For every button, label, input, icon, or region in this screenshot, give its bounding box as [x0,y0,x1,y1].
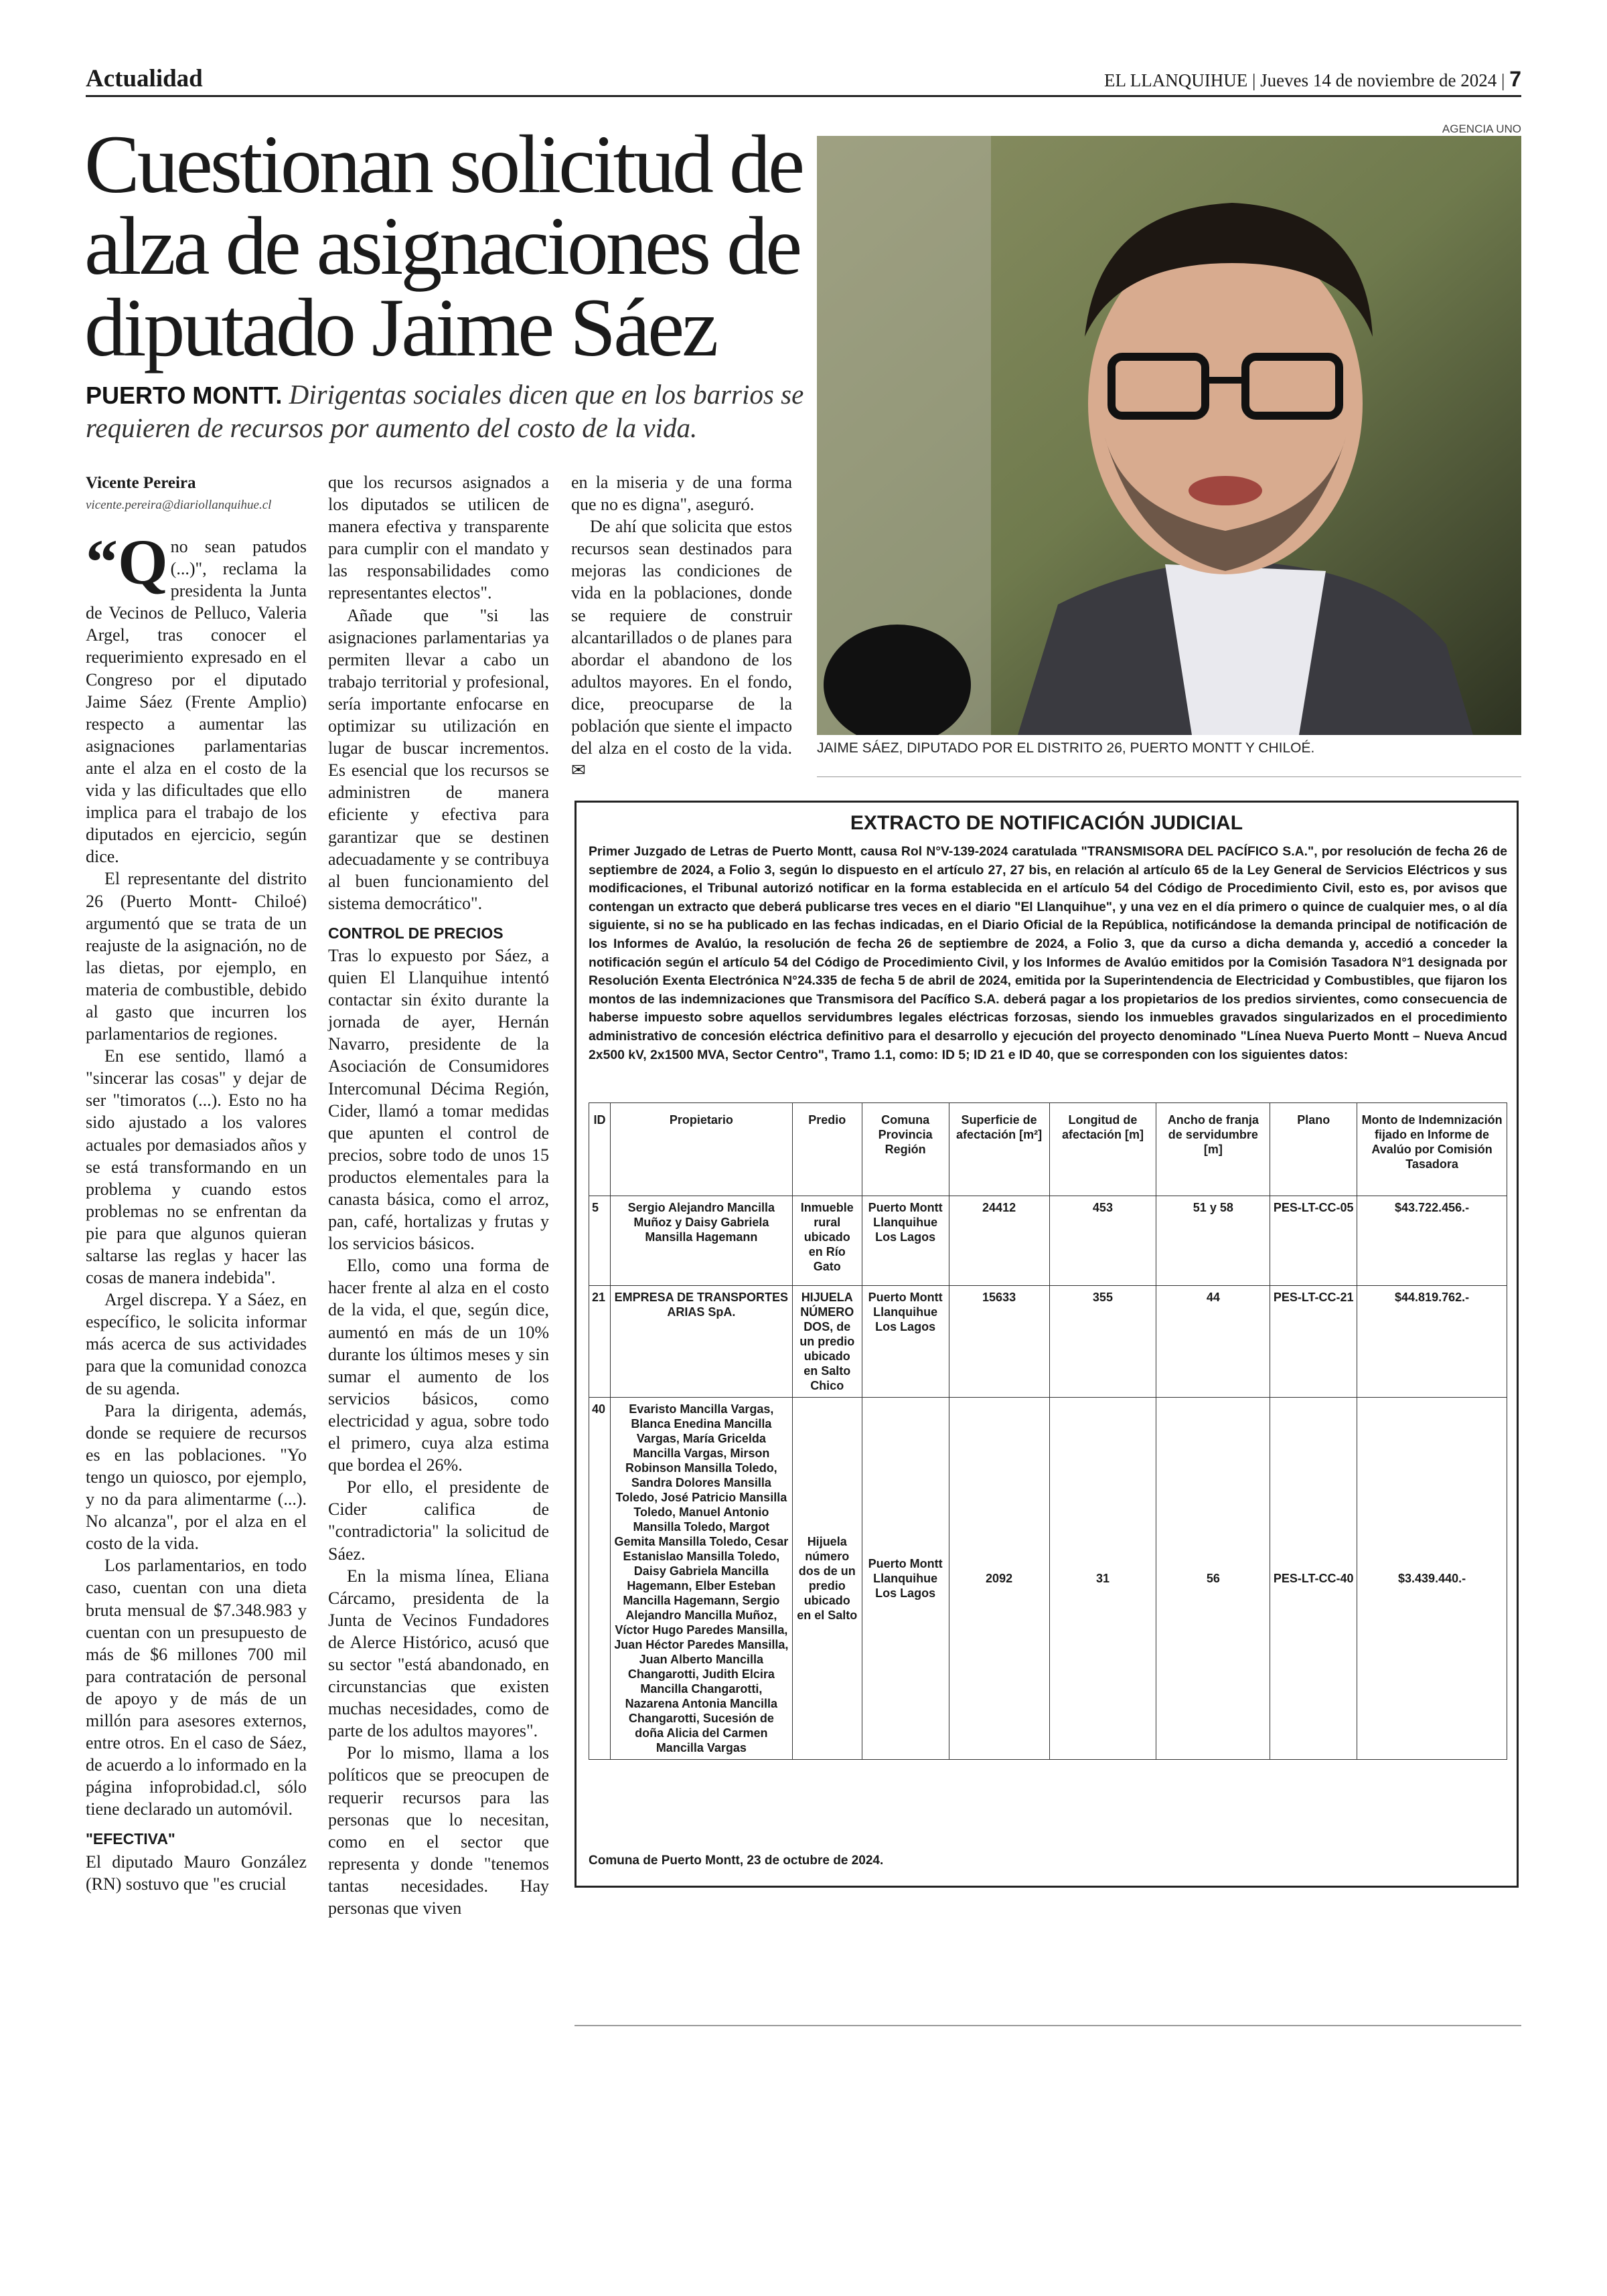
paragraph: Por ello, el presidente de Cider califica de "contradictoria" la solicitud de Sáez. [328,1477,549,1564]
author-email[interactable]: vicente.pereira@diariollanquihue.cl [86,498,272,512]
notice-footer: Comuna de Puerto Montt, 23 de octubre de 2024. [589,1854,884,1868]
notice-table [589,1102,1507,1760]
paragraph: Argel discrepa. Y a Sáez, en específico, le solicita informar más acerca de sus actividades para que la comunidad conozca de su agenda. [86,1290,307,1398]
cell-width: 44 [1156,1286,1270,1398]
caption-rule [817,776,1521,777]
bottom-rule [575,2025,1521,2026]
column-header: Comuna Provincia Región [862,1103,949,1196]
article-column-2 [328,471,549,1919]
notice-title: EXTRACTO DE NOTIFICACIÓN JUDICIAL [850,812,1243,834]
cell-property: HIJUELA NÚMERO DOS, de un predio ubicado en Salto Chico [792,1286,862,1398]
cell-area: 2092 [949,1398,1049,1760]
cell-amount: $3.439.440.- [1357,1398,1507,1760]
cell-amount: $43.722.456.- [1357,1196,1507,1286]
cell-id: 40 [589,1398,611,1760]
cell-owner: EMPRESA DE TRANSPORTES ARIAS SpA. [610,1286,792,1398]
paper-name: EL LLANQUIHUE [1104,70,1248,90]
cell-width: 51 y 58 [1156,1196,1270,1286]
section-label: Actualidad [86,65,203,92]
cell-plan: PES-LT-CC-21 [1270,1286,1357,1398]
paragraph: Ello, como una forma de hacer frente al alza en el costo de la vida, el que, según dice, aumentó en más de un 10% durante los últimos meses y sin sumar el aumento de los servicios básicos, como electricidad y agua, sobre todo el primero, cuya alza estima que bordea el 26%. [328,1256,549,1475]
cell-commune: Puerto Montt Llanquihue Los Lagos [862,1398,949,1760]
issue-date: Jueves 14 de noviembre de 2024 [1260,70,1497,90]
page-number: 7 [1509,67,1521,91]
table-row [589,1286,1507,1398]
deck-text: Dirigentas sociales dicen que en los barrios se requieren de recursos por aumento del costo de la vida. [86,379,804,443]
column-header: Longitud de afectación [m] [1049,1103,1156,1196]
deck [86,378,816,444]
cell-area: 24412 [949,1196,1049,1286]
column-header: Predio [792,1103,862,1196]
article-column-1 [86,526,307,1895]
legal-notice-box [575,801,1519,1888]
portrait-photo [817,136,1521,735]
paragraph: Para la dirigenta, además, donde se requiere de recursos es en las poblaciones. "Yo tengo un quiosco, por ejemplo, y no da para alimentarme (...). No alcanza", por el alza en el costo de la vida. [86,1400,307,1554]
author-name: Vicente Pereira [86,474,196,492]
separator: | [1501,70,1510,90]
cell-plan: PES-LT-CC-40 [1270,1398,1357,1760]
headline: Cuestionan solicitud de alza de asignaciones de diputado Jaime Sáez [84,118,803,374]
paragraph: Los parlamentarios, en todo caso, cuentan con una dieta bruta mensual de $7.348.983 y cuentan con un presupuesto de más de $6 millones 700 mil para contratación de personal de apoyo y de más de un millón para asesores externos, entre otros. En el caso de Sáez, de acuerdo a lo informado en la página infoprobidad.cl, sólo tiene declarado un automóvil. [86,1556,307,1819]
column-header: ID [589,1103,611,1196]
paragraph: Añade que "si las asignaciones parlamentarias ya permiten llevar a cabo un trabajo territorial y profesional, sería importante enfocarse en optimizar su utilización en lugar de buscar incrementos. Es esencial que los recursos se administren de manera eficiente y efectiva para garantizar que se destinen adecuadamente y se contribuya al buen funcionamiento del sistema democrático". [328,605,549,913]
table-row [589,1196,1507,1286]
cell-owner: Evaristo Mancilla Vargas, Blanca Enedina Mancilla Vargas, María Gricelda Mancilla Vargas, Mirson Robinson Mansilla Toledo, Sandra Dolores Mansilla Toledo, José Patricio Mansilla Toledo, Manuel Antonio Mansilla Toledo, Margot Gemita Mansilla Toledo, Cesar Estanislao Mansilla Toledo, Daisy Gabriela Mancilla Hagemann, Elber Esteban Mancilla Hagemann, Sergio Alejandro Mancilla Muñoz, Víctor Hugo Paredes Mansilla, Juan Héctor Paredes Mansilla, Juan Alberto Mancilla Changarotti, Judith Elcira Mancilla Changarotti, Nazarena Antonia Mancilla Changarotti, Sucesión de doña Alicia del Carmen Mancilla Vargas [610,1398,792,1760]
separator: | [1251,70,1261,90]
column-header: Plano [1270,1103,1357,1196]
cell-length: 355 [1049,1286,1156,1398]
column-header: Superficie de afectación [m²] [949,1103,1049,1196]
paragraph: “Qno sean patudos (...)", reclama la presidenta la Junta de Vecinos de Pelluco, Valeria Argel, tras conocer el requerimiento expresado en el Congreso por el diputado Jaime Sáez (Frente Amplio) respecto a aumentar las asignaciones parlamentarias ante el alza en el costo de la vida y las dificultades que ello implica para el trabajo de los diputados en ejercicio, según dice. [86,526,307,867]
cell-id: 21 [589,1286,611,1398]
paragraph: En ese sentido, llamó a "sincerar las cosas" y dejar de ser "timoratos (...). Esto no ha sido ajustado a los valores actuales por demasiados años y se está transformando en un problema y cuando estos problemas no se enfrentan da pie para que algunos quieran saltarse las reglas y hacer las cosas de manera indebida". [86,1046,307,1288]
column-header: Monto de Indemnización fijado en Informe de Avalúo por Comisión Tasadora [1357,1103,1507,1196]
paragraph: El representante del distrito 26 (Puerto Montt- Chiloé) argumentó que se trata de un reajuste de la asignación, no de las dietas, por ejemplo, en materia de combustible, debido al gasto que incurren los parlamentarios de regiones. [86,869,307,1044]
cell-length: 453 [1049,1196,1156,1286]
paragraph: En la misma línea, Eliana Cárcamo, presidenta de la Junta de Vecinos Fundadores de Alerce Histórico, acusó que su sector "está abandonado, en circunstancias que existen muchas necesidades, como de parte de los adultos mayores". [328,1566,549,1741]
masthead [1104,67,1521,92]
cell-commune: Puerto Montt Llanquihue Los Lagos [862,1286,949,1398]
kicker: PUERTO MONTT. [86,382,283,409]
subheading: "EFECTIVA" [86,1830,175,1848]
cell-area: 15633 [949,1286,1049,1398]
paragraph: Por lo mismo, llama a los políticos que se preocupen de requerir recursos para las personas que lo necesitan, como en el sector que representa y donde "tenemos tantas necesidades. Hay personas que viven [328,1743,549,1918]
drop-cap: “Q [86,526,168,598]
cell-id: 5 [589,1196,611,1286]
subheading: CONTROL DE PRECIOS [328,924,504,942]
cell-property: Inmueble rural ubicado en Río Gato [792,1196,862,1286]
paragraph: que los recursos asignados a los diputados se utilicen de manera efectiva y transparente para cumplir con el mandato y las responsabilidades como representantes electos". [328,473,549,603]
header-rule [86,95,1521,97]
paragraph: El diputado Mauro González (RN) sostuvo que "es crucial [86,1852,307,1894]
cell-commune: Puerto Montt Llanquihue Los Lagos [862,1196,949,1286]
article-column-3 [571,471,792,781]
cell-width: 56 [1156,1398,1270,1760]
table-row [589,1398,1507,1760]
cell-amount: $44.819.762.- [1357,1286,1507,1398]
column-header: Ancho de franja de servidumbre [m] [1156,1103,1270,1196]
photo-credit: AGENCIA UNO [1442,122,1521,135]
cell-property: Hijuela número dos de un predio ubicado en el Salto [792,1398,862,1760]
cell-plan: PES-LT-CC-05 [1270,1196,1357,1286]
paragraph: en la miseria y de una forma que no es digna", aseguró. [571,473,792,515]
table-header-row [589,1103,1507,1196]
column-header: Propietario [610,1103,792,1196]
paragraph: Tras lo expuesto por Sáez, a quien El Llanquihue intentó contactar sin éxito durante la jornada de ayer, Hernán Navarro, presidente de la Asociación de Consumidores Intercomunal Décima Región, Cider, llamó a tomar medidas que apunten el control de precios, sobre todo de unos 15 productos elementales para la canasta básica, como el arroz, pan, café, hortalizas y frutas y los servicios básicos. [328,945,549,1254]
photo-caption: JAIME SÁEZ, DIPUTADO POR EL DISTRITO 26, PUERTO MONTT Y CHILOÉ. [817,740,1315,756]
cell-owner: Sergio Alejandro Mancilla Muñoz y Daisy Gabriela Mansilla Hagemann [610,1196,792,1286]
paragraph: De ahí que solicita que estos recursos sean destinados para mejoras las condiciones de vida en la poblaciones, donde se requiere de construir alcantarillados o de planes para abordar el abandono de los adultos mayores. En el fondo, dice, preocuparse de la población que siente el impacto del alza en el costo de la vida. ✉ [571,517,792,781]
notice-body: Primer Juzgado de Letras de Puerto Montt, causa Rol N°V-139-2024 caratulada "TRANSMISORA DEL PACÍFICO S.A.", por resolución de fecha 26 de septiembre de 2024, a Folio 3, según lo dispuesto en el artículo 27, 27 bis, en relación al artículo 65 de la Ley General de Servicios Eléctricos y sus modificaciones, el Tribunal autorizó notificar en la forma establecida en el artículo 54 del Código de Procedimiento Civil, esto es, por avisos que contengan un extracto que deberá publicarse tres veces en el diario "El Llanquihue", y una vez en el día primero o quince de cualquier mes, o al día siguiente, si no se ha publicado en las fechas indicadas, en el Diario Oficial de la República, notificándose la demanda principal de notificación de los Informes de Avalúo, la resolución de fecha 26 de septiembre de 2024, a Folio 3, que da curso a dicha demanda y, accedió a conceder la notificación según el artículo 54 del Código de Procedimiento Civil, y los Informes de Avalúo emitidos por la Comisión Tasadora N°1 designada por Resolución Exenta Electrónica N°24.335 de fecha 5 de abril de 2024, emitida por la Superintendencia de Electricidad y Combustibles, que fijaron los montos de las indemnizaciones que Transmisora del Pacífico S.A. deberá pagar a los propietarios de los predios sirvientes, como consecuencia de haberse impuesto sobre aquellos servidumbres legales eléctricas forzosas, siendo los inmuebles gravados singularizados en el procedimiento administrativo de concesión eléctrica definitivo para el desarrollo y ejecución del proyecto denominado "Línea Nueva Puerto Montt – Nueva Ancud 2x500 kV, 2x1500 MVA, Sector Centro", Tramo 1.1, como: ID 5; ID 21 e ID 40, que se corresponden con los siguientes datos: [589,844,1507,1062]
cell-length: 31 [1049,1398,1156,1760]
